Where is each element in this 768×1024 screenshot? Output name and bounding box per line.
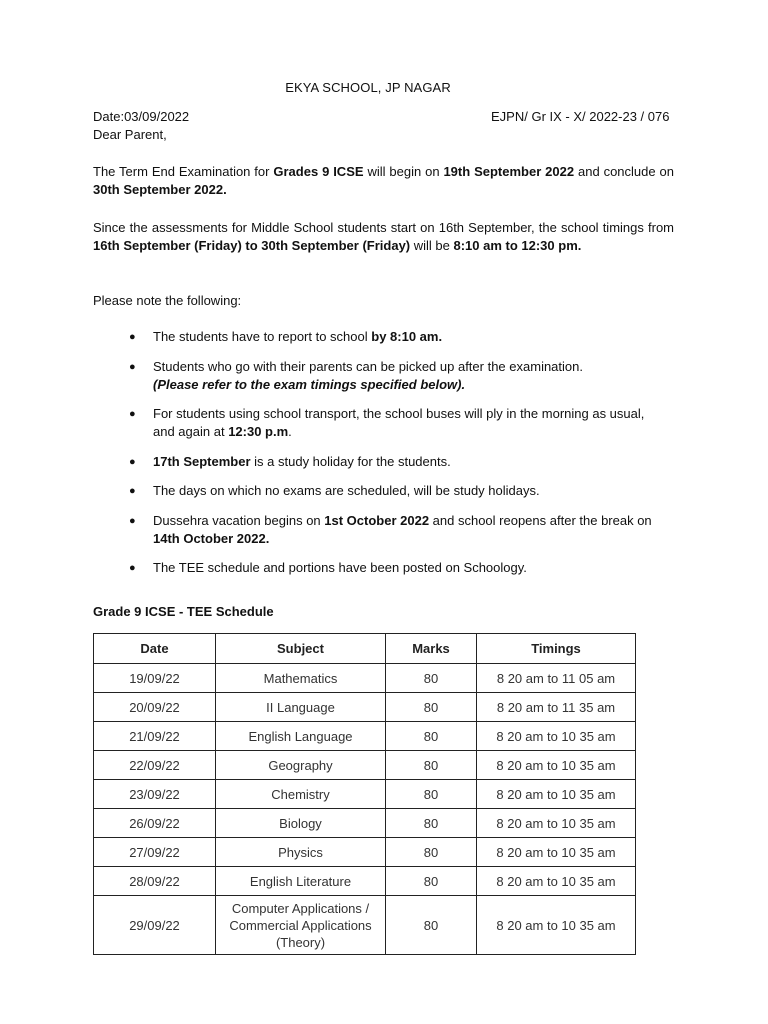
text-run: The TEE schedule and portions have been posted on Schoology. [153,560,527,575]
letter-date: Date:03/09/2022 [93,109,190,124]
cell-marks: 80 [386,780,477,809]
cell-timings: 8 20 am to 11 35 am [477,693,636,722]
list-item [93,328,653,346]
text-run: will be [410,238,454,253]
text-run: and school reopens after the break on [429,512,652,528]
cell-marks: 80 [386,896,477,955]
bullet-icon: ● [129,455,136,468]
list-item [93,512,653,548]
table-row [94,838,636,867]
cell-timings: 8 20 am to 10 35 am [477,896,636,955]
cell-date: 19/09/22 [94,664,216,693]
bold-run: by 8:10 am. [371,329,443,344]
text-run: For students using school transport, the school buses will ply in the morning as usual, and again at [153,406,645,439]
cell-subject: Physics [216,838,386,867]
salutation: Dear Parent, [93,127,167,142]
cell-marks: 80 [386,867,477,896]
column-header-subject: Subject [216,634,386,664]
table-row [94,751,636,780]
table-row [94,722,636,751]
cell-date: 27/09/22 [94,838,216,867]
cell-subject: Mathematics [216,664,386,693]
column-header-date: Date [94,634,216,664]
bold-run: 30th September 2022. [93,182,227,197]
text-run: Dussehra vacation begins on [153,512,325,528]
letter-meta [93,109,673,127]
text-run: . [288,424,292,439]
list-item [93,405,653,441]
cell-subject [216,896,386,955]
cell-subject: Chemistry [216,780,386,809]
bold-run: 12:30 p.m [228,424,289,439]
cell-subject: English Literature [216,867,386,896]
bold-run: Grades 9 ICSE [273,164,364,179]
cell-timings: 8 20 am to 10 35 am [477,722,636,751]
cell-date: 22/09/22 [94,751,216,780]
cell-date: 29/09/22 [94,896,216,955]
subject-line: Commercial Applications [229,917,372,933]
bold-run: 8:10 am to 12:30 pm. [453,238,582,253]
table-row [94,693,636,722]
list-item [93,482,653,500]
cell-date: 20/09/22 [94,693,216,722]
schedule-table [93,633,636,955]
paragraph-exam-dates [93,163,674,199]
cell-timings: 8 20 am to 10 35 am [477,838,636,867]
bullet-icon: ● [129,485,136,497]
cell-date: 28/09/22 [94,867,216,896]
cell-marks: 80 [386,809,477,838]
list-item [93,453,653,471]
table-row [94,896,636,955]
bold-run: 17th September [153,453,251,469]
cell-timings: 8 20 am to 11 05 am [477,664,636,693]
cell-timings: 8 20 am to 10 35 am [477,780,636,809]
bold-run: 16th September (Friday) to 30th September (Friday) [93,238,411,253]
subject-line: (Theory) [275,934,326,950]
table-row [94,780,636,809]
text-run: will begin on [363,164,444,179]
table-header-row [94,634,636,664]
cell-subject: English Language [216,722,386,751]
bold-italic-run: (Please refer to the exam timings specified below). [153,376,466,392]
list-item [93,358,653,394]
text-run: The days on which no exams are scheduled, will be study holidays. [153,483,540,498]
text-run: and conclude on [574,164,674,179]
schedule-title: Grade 9 ICSE - TEE Schedule [93,604,274,619]
text-run: Since the assessments for Middle School students start on 16th September, the school timings from [93,220,674,235]
table-row [94,664,636,693]
text-run: is a study holiday for the students. [250,453,451,469]
bold-run: 14th October 2022. [153,530,270,546]
cell-subject: Biology [216,809,386,838]
column-header-timings: Timings [477,634,636,664]
bullet-icon: ● [129,514,136,527]
bold-run: 1st October 2022 [324,512,430,528]
bullet-icon: ● [129,562,136,574]
school-name: EKYA SCHOOL, JP NAGAR [285,80,451,95]
cell-date: 23/09/22 [94,780,216,809]
cell-timings: 8 20 am to 10 35 am [477,867,636,896]
table-row [94,867,636,896]
text-run: Students who go with their parents can be picked up after the examination. [153,358,583,374]
cell-marks: 80 [386,838,477,867]
table-row [94,809,636,838]
cell-subject: Geography [216,751,386,780]
notes-list [93,328,653,589]
cell-date: 21/09/22 [94,722,216,751]
paragraph-school-timings [93,219,674,255]
subject-line: Computer Applications / [231,900,370,916]
cell-marks: 80 [386,664,477,693]
text-run: The students have to report to school [153,329,372,344]
bullet-icon: ● [129,360,136,373]
cell-subject: II Language [216,693,386,722]
reference-number: EJPN/ Gr IX - X/ 2022-23 / 076 [491,109,670,124]
text-run: The Term End Examination for [93,164,274,179]
paragraph-note: Please note the following: [93,293,242,308]
bold-run: 19th September 2022 [443,164,575,179]
cell-timings: 8 20 am to 10 35 am [477,751,636,780]
list-item [93,559,653,577]
bullet-icon: ● [129,331,136,343]
cell-timings: 8 20 am to 10 35 am [477,809,636,838]
column-header-marks: Marks [386,634,477,664]
cell-marks: 80 [386,751,477,780]
bullet-icon: ● [129,408,136,420]
cell-marks: 80 [386,722,477,751]
cell-marks: 80 [386,693,477,722]
cell-date: 26/09/22 [94,809,216,838]
